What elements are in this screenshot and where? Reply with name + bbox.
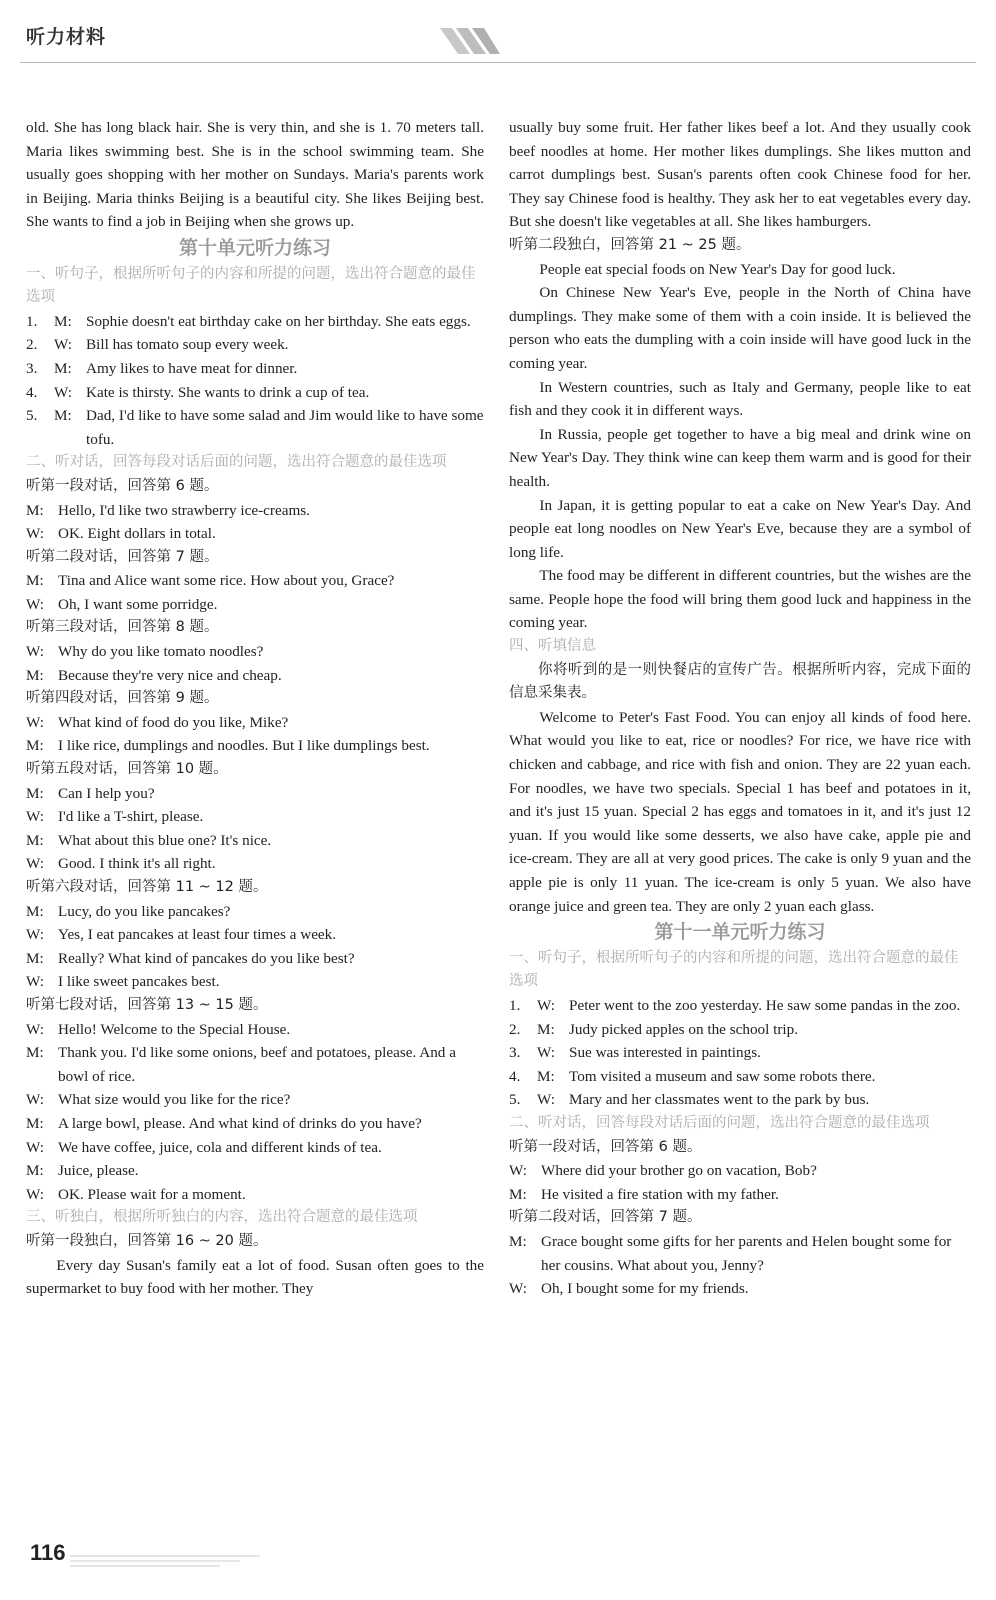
monologue2-paragraph: People eat special foods on New Year's Day for good luck. [539, 260, 896, 278]
list-item [509, 994, 971, 1018]
section4-instruction: 四、听填信息 [509, 638, 596, 655]
speaker: M: [26, 949, 44, 967]
item-number: 2. [509, 1020, 521, 1038]
speaker: M: [54, 407, 72, 425]
dialog-line [26, 782, 484, 806]
speaker: W: [26, 525, 44, 543]
dialog-text: What size would you like for the rice? [58, 1091, 291, 1109]
speaker: M: [26, 572, 44, 590]
dialog-text: Thank you. I'd like some onions, beef and potatoes, please. And a bowl of rice. [58, 1044, 456, 1085]
list-item [509, 1065, 971, 1089]
list-item [26, 404, 484, 451]
monologue2-paragraph: In Western countries, such as Italy and Germany, people like to eat fish and they cook it in different ways. [509, 378, 971, 420]
speaker: W: [26, 1138, 44, 1156]
unit11-section1-list [509, 994, 971, 1112]
left-column [26, 116, 484, 1301]
speaker: W: [26, 1185, 44, 1203]
item-text: Peter went to the zoo yesterday. He saw some pandas in the zoo. [569, 996, 961, 1014]
speaker: W: [537, 996, 555, 1014]
footer-decoration [20, 1552, 260, 1572]
dialog-line [26, 1018, 484, 1042]
speaker: M: [26, 737, 44, 755]
dialog-text: I like rice, dumplings and noodles. But I like dumplings best. [58, 737, 430, 755]
dialog-line [26, 852, 484, 876]
dialog4-heading: 听第四段对话，回答第 9 题。 [26, 690, 219, 707]
list-item [26, 310, 484, 334]
item-text: Amy likes to have meat for dinner. [86, 359, 298, 377]
speaker: M: [26, 902, 44, 920]
dialog-line [26, 593, 484, 617]
dialog-line [26, 970, 484, 994]
section1-instruction: 一、听句子，根据所听句子的内容和所提的问题，选出符合题意的最佳选项 [26, 265, 476, 306]
list-item [509, 1088, 971, 1112]
item-number: 5. [509, 1091, 521, 1109]
dialog-text: I'd like a T-shirt, please. [58, 808, 204, 826]
speaker: M: [26, 1114, 44, 1132]
speaker: W: [537, 1091, 555, 1109]
dialog-line [26, 923, 484, 947]
dialog-text: Why do you like tomato noodles? [58, 643, 264, 661]
dialog7 [26, 1018, 484, 1207]
speaker: M: [26, 784, 44, 802]
header-divider [20, 62, 976, 63]
dialog-line [26, 1159, 484, 1183]
unit11-dialog2-heading: 听第二段对话，回答第 7 题。 [509, 1209, 702, 1226]
monologue1-start: Every day Susan's family eat a lot of food. Susan often goes to the supermarket to buy food with her mother. They [26, 1256, 484, 1298]
monologue2-paragraph: In Russia, people get together to have a big meal and drink wine on New Year's Day. They think wine can keep them warm and is good for their health. [509, 425, 971, 490]
item-number: 3. [26, 359, 38, 377]
speaker: M: [26, 1044, 44, 1062]
monologue2-paragraph: The food may be different in different countries, but the wishes are the same. People hope the food will bring them good luck and happiness in the coming year. [509, 567, 971, 632]
speaker: W: [26, 595, 44, 613]
item-text: Tom visited a museum and saw some robots there. [569, 1067, 876, 1085]
speaker: W: [54, 336, 72, 354]
item-number: 1. [26, 312, 38, 330]
item-number: 4. [509, 1067, 521, 1085]
speaker: W: [26, 808, 44, 826]
dialog3-heading: 听第三段对话，回答第 8 题。 [26, 619, 219, 636]
unit10-title: 第十单元听力练习 [178, 236, 331, 259]
item-number: 5. [26, 407, 38, 425]
dialog-text: Oh, I bought some for my friends. [541, 1280, 749, 1298]
dialog-text: We have coffee, juice, cola and different kinds of tea. [58, 1138, 382, 1156]
item-text: Bill has tomato soup every week. [86, 336, 289, 354]
page-header-title: 听力材料 [26, 26, 107, 48]
dialog-line [26, 805, 484, 829]
dialog2 [26, 569, 484, 616]
unit11-title: 第十一单元听力练习 [654, 921, 826, 944]
monologue1-heading: 听第一段独白，回答第 16 ~ 20 题。 [26, 1232, 268, 1249]
speaker: W: [26, 713, 44, 731]
dialog-line [26, 829, 484, 853]
speaker: M: [509, 1232, 527, 1250]
dialog-line [26, 640, 484, 664]
speaker: M: [26, 666, 44, 684]
item-number: 1. [509, 996, 521, 1014]
unit11-section1-instruction: 一、听句子，根据所听句子的内容和所提的问题，选出符合题意的最佳选项 [509, 949, 959, 990]
speaker: W: [26, 926, 44, 944]
speaker: W: [537, 1044, 555, 1062]
dialog-line [26, 900, 484, 924]
speaker: M: [26, 1162, 44, 1180]
dialog-text: He visited a fire station with my father. [541, 1185, 779, 1203]
item-text: Sophie doesn't eat birthday cake on her birthday. She eats eggs. [86, 312, 471, 330]
section3-instruction: 三、听独白，根据所听独白的内容，选出符合题意的最佳选项 [26, 1209, 418, 1226]
dialog-line [26, 1088, 484, 1112]
dialog-line [509, 1183, 971, 1207]
item-text: Kate is thirsty. She wants to drink a cup of tea. [86, 383, 370, 401]
dialog-text: Oh, I want some porridge. [58, 595, 218, 613]
item-text: Mary and her classmates went to the park by bus. [569, 1091, 870, 1109]
item-number: 3. [509, 1044, 521, 1062]
dialog-text: Really? What kind of pancakes do you like best? [58, 949, 355, 967]
list-item [509, 1041, 971, 1065]
page-number: 116 [30, 1540, 66, 1565]
monologue1-continued: usually buy some fruit. Her father likes beef a lot. And they usually cook beef noodles at home. Her mother likes dumplings. She likes mutton and carrot dumplings best. Susan's parents often cook Chinese food for her. They say Chinese food is healthy. They ask her to eat vegetables every day. But she doesn't like vegetables at all. She likes hamburgers. [509, 119, 971, 231]
section4-description: 你将听到的是一则快餐店的宣传广告。根据所听内容，完成下面的信息采集表。 [509, 661, 971, 702]
dialog1-heading: 听第一段对话，回答第 6 题。 [26, 477, 219, 494]
speaker: W: [26, 1020, 44, 1038]
dialog-line [26, 1136, 484, 1160]
dialog-text: What about this blue one? It's nice. [58, 831, 272, 849]
item-text: Sue was interested in paintings. [569, 1044, 761, 1062]
dialog-text: Lucy, do you like pancakes? [58, 902, 231, 920]
dialog-text: Yes, I eat pancakes at least four times a week. [58, 926, 337, 944]
speaker: W: [54, 383, 72, 401]
dialog-text: Hello, I'd like two strawberry ice-creams. [58, 501, 310, 519]
item-number: 2. [26, 336, 38, 354]
unit11-dialog1-heading: 听第一段对话，回答第 6 题。 [509, 1138, 702, 1155]
monologue2-heading: 听第二段独白，回答第 21 ~ 25 题。 [509, 236, 751, 253]
speaker: W: [26, 643, 44, 661]
dialog-text: Grace bought some gifts for her parents and Helen bought some for her cousins. What about you, Jenny? [541, 1232, 952, 1274]
dialog-text: Tina and Alice want some rice. How about you, Grace? [58, 572, 395, 590]
list-item [26, 357, 484, 381]
dialog-line [509, 1230, 971, 1277]
speaker: M: [26, 501, 44, 519]
speaker: M: [54, 312, 72, 330]
header-stripes-decoration [440, 28, 500, 54]
dialog-text: Can I help you? [58, 784, 155, 802]
unit11-dialog1 [509, 1159, 971, 1206]
dialog-line [509, 1159, 971, 1183]
dialog-text: Where did your brother go on vacation, Bob? [541, 1162, 817, 1180]
dialog1 [26, 499, 484, 546]
monologue2-paragraph: On Chinese New Year's Eve, people in the North of China have dumplings. They make some of them with a coin inside. It is believed the person who eats the dumpling with a coin inside will have good luck in the coming year. [509, 284, 971, 372]
speaker: M: [509, 1185, 527, 1203]
list-item [26, 333, 484, 357]
dialog-line [509, 1277, 971, 1301]
speaker: M: [54, 359, 72, 377]
dialog-text: Good. I think it's all right. [58, 855, 216, 873]
list-item [509, 1018, 971, 1042]
dialog-line [26, 947, 484, 971]
monologue2-paragraph: In Japan, it is getting popular to eat a cake on New Year's Day. And people eat long noodles on New Year's Eve, because they are a symbol of long life. [509, 496, 971, 561]
dialog-line [26, 664, 484, 688]
speaker: W: [509, 1162, 527, 1180]
dialog-line [26, 711, 484, 735]
dialog7-heading: 听第七段对话，回答第 13 ~ 15 题。 [26, 996, 268, 1013]
dialog-text: A large bowl, please. And what kind of drinks do you have? [58, 1114, 422, 1132]
dialog6-heading: 听第六段对话，回答第 11 ~ 12 题。 [26, 879, 268, 895]
unit11-section2-instruction: 二、听对话，回答每段对话后面的问题，选出符合题意的最佳选项 [509, 1114, 930, 1131]
item-text: Dad, I'd like to have some salad and Jim would like to have some tofu. [86, 407, 484, 448]
dialog5 [26, 782, 484, 876]
dialog-line [26, 1112, 484, 1136]
dialog-line [26, 522, 484, 546]
right-column [509, 116, 971, 1301]
dialog2-heading: 听第二段对话，回答第 7 题。 [26, 548, 219, 565]
dialog-text: I like sweet pancakes best. [58, 973, 220, 991]
speaker: M: [537, 1067, 555, 1085]
dialog-line [26, 1041, 484, 1088]
ad-text: Welcome to Peter's Fast Food. You can enjoy all kinds of food here. What would you like to eat, rice or noodles? For rice, we have rice with chicken and cabbage, and rice with fish and onion. They are 22 yuan each. For noodles, we have two specials. Special 1 has beef and potatoes in it, and it's just 15 yuan. Special 2 has eggs and tomatoes in it, and it's just 12 yuan. If you would like some desserts, we also have cake, apple pie and ice-cream. They are all at very good prices. The cake is only 9 yuan and the apple pie is only 11 yuan. The ice-cream is only 5 yuan. We also have orange juice and green tea. They are only 2 yuan each glass. [509, 708, 971, 915]
dialog5-heading: 听第五段对话，回答第 10 题。 [26, 761, 228, 778]
dialog-line [26, 569, 484, 593]
section2-instruction: 二、听对话，回答每段对话后面的问题，选出符合题意的最佳选项 [26, 454, 447, 471]
section1-list [26, 310, 484, 452]
speaker: M: [537, 1020, 555, 1038]
list-item [26, 381, 484, 405]
dialog-text: What kind of food do you like, Mike? [58, 713, 289, 731]
dialog-line [26, 499, 484, 523]
monologue2 [509, 258, 971, 636]
intro-paragraph: old. She has long black hair. She is very thin, and she is 1. 70 meters tall. Maria likes swimming best. She is in the school swimming team. She usually goes shopping with her mother on Sundays. Maria's parents work in Beijing. Maria thinks Beijing is a beautiful city. She likes Beijing best. She wants to find a job in Beijing when she grows up. [26, 119, 484, 231]
speaker: W: [26, 1091, 44, 1109]
speaker: M: [26, 831, 44, 849]
dialog-line [26, 734, 484, 758]
unit11-dialog2 [509, 1230, 971, 1301]
dialog3 [26, 640, 484, 687]
dialog-line [26, 1183, 484, 1207]
dialog4 [26, 711, 484, 758]
dialog-text: Hello! Welcome to the Special House. [58, 1020, 291, 1038]
speaker: W: [26, 855, 44, 873]
speaker: W: [509, 1280, 527, 1298]
dialog-text: OK. Eight dollars in total. [58, 525, 216, 543]
item-number: 4. [26, 383, 38, 401]
dialog-text: Because they're very nice and cheap. [58, 666, 282, 684]
dialog-text: Juice, please. [58, 1162, 139, 1180]
dialog-text: OK. Please wait for a moment. [58, 1185, 246, 1203]
dialog6 [26, 900, 484, 994]
item-text: Judy picked apples on the school trip. [569, 1020, 799, 1038]
speaker: W: [26, 973, 44, 991]
